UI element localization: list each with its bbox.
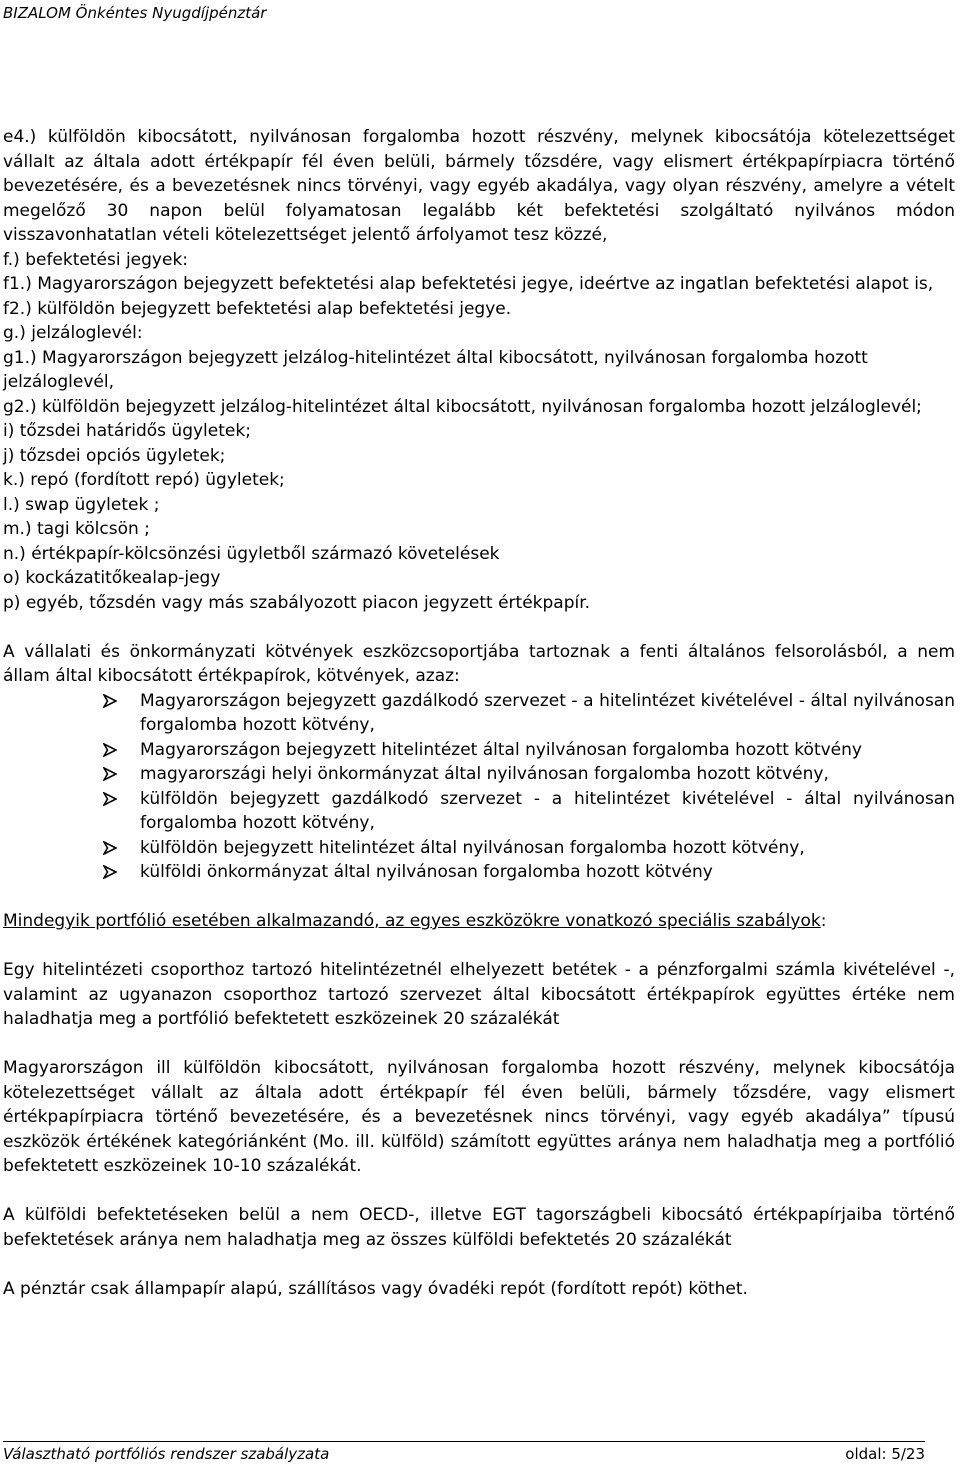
document-footer xyxy=(3,1441,925,1463)
footer-page-number: oldal: 5/23 xyxy=(845,1445,925,1463)
bullet-text: külföldi önkormányzat által nyilvánosan forgalomba hozott kötvény xyxy=(140,862,713,882)
bullet-text: Magyarországon bejegyzett gazdálkodó szervezet - a hitelintézet kivételével - által nyilvánosan forgalomba hozott kötvény, xyxy=(140,690,955,735)
document-header-title: BIZALOM Önkéntes Nyugdíjpénztár xyxy=(3,4,267,22)
rule-paragraph-foreign: A külföldi befektetéseken belül a nem OECD-, illetve EGT tagországbeli kibocsátó értékpapírjaiba történő befektetések aránya nem haladhatja meg az összes külföldi befektetés 20 százalékát xyxy=(3,1205,955,1250)
bullet-text: magyarországi helyi önkormányzat által nyilvánosan forgalomba hozott kötvény, xyxy=(140,764,829,784)
bullet-item xyxy=(3,836,955,861)
list-item-j: j) tőzsdei opciós ügyletek; xyxy=(3,445,226,466)
paragraph-spacer xyxy=(3,1252,955,1277)
rule-paragraph-deposits: Egy hitelintézeti csoporthoz tartozó hitelintézetnél elhelyezett betétek - a pénzforgalmi számla kivételével -, valamint az ugyanazon csoporthoz tartozó szervezet által kibocsátott értékpapírok együttes értéke nem haladhatja meg a portfólió befektetett eszközeinek 20 százalékát xyxy=(3,960,955,1029)
bullet-item xyxy=(3,762,955,787)
bond-intro-paragraph: A vállalati és önkormányzati kötvények eszközcsoportjába tartoznak a fenti általános felsorolásból, a nem állam által kibocsátott értékpapírok, kötvények, azaz: xyxy=(3,641,955,686)
list-item-g: g.) jelzáloglevél: xyxy=(3,323,143,343)
arrowhead-bullet-icon xyxy=(103,743,117,757)
section-heading-colon: : xyxy=(820,911,827,931)
list-item-o: o) kockázatitőkealap-jegy xyxy=(3,568,221,588)
bullet-text: külföldön bejegyzett gazdálkodó szervezet - a hitelintézet kivételével - által nyilvánosan forgalomba hozott kötvény, xyxy=(140,788,955,833)
document-body xyxy=(3,125,955,1301)
list-item-k: k.) repó (fordított repó) ügyletek; xyxy=(3,470,285,490)
list-item-f: f.) befektetési jegyek: xyxy=(3,249,189,270)
rule-paragraph-shares: Magyarországon ill külföldön kibocsátott, nyilvánosan forgalomba hozott részvény, melynek kibocsátója kötelezettséget vállalt az általa adott értékpapír fél éven belüli, bármely tőzsdére, vagy elismert értékpapírpiacra történő bevezetésére, és a bevezetésnek nincs törvényi, vagy egyéb akadálya” típusú eszközök értékének kategóriánként (Mo. ill. külföld) számított együttes aránya nem haladhatja meg a portfólió befektetett eszközeinek 10-10 százalékát. xyxy=(3,1058,955,1176)
bullet-text: külföldön bejegyzett hitelintézet által nyilvánosan forgalomba hozott kötvény, xyxy=(140,837,805,858)
arrowhead-bullet-icon xyxy=(103,865,117,879)
arrowhead-bullet-icon xyxy=(103,767,117,781)
arrowhead-bullet-icon xyxy=(103,694,117,708)
bullet-item xyxy=(3,689,955,738)
list-item-n: n.) értékpapír-kölcsönzési ügyletből származó követelések xyxy=(3,543,500,564)
paragraph-spacer xyxy=(3,615,955,640)
rule-paragraph-repo: A pénztár csak állampapír alapú, szállításos vagy óvadéki repót (fordított repót) köthet. xyxy=(3,1278,748,1299)
list-item-l: l.) swap ügyletek ; xyxy=(3,494,160,515)
bullet-item xyxy=(3,860,955,885)
paragraph-spacer xyxy=(3,885,955,910)
footer-document-title: Választható portfóliós rendszer szabályzata xyxy=(3,1445,330,1463)
bullet-item xyxy=(3,787,955,836)
list-item-g2: g2.) külföldön bejegyzett jelzálog-hitelintézet által kibocsátott, nyilvánosan forgalomba hozott jelzáloglevél; xyxy=(3,396,922,417)
bullet-item xyxy=(3,738,955,763)
section-heading-text: Mindegyik portfólió esetében alkalmazandó, az egyes eszközökre vonatkozó speciális szabályok xyxy=(3,911,821,931)
list-item-m: m.) tagi kölcsön ; xyxy=(3,519,150,539)
section-heading xyxy=(3,909,955,934)
bullet-text: Magyarországon bejegyzett hitelintézet által nyilvánosan forgalomba hozott kötvény xyxy=(140,739,862,760)
bond-bullet-list xyxy=(3,689,955,885)
list-item-p: p) egyéb, tőzsdén vagy más szabályozott piacon jegyzett értékpapír. xyxy=(3,592,591,613)
list-item-i: i) tőzsdei határidős ügyletek; xyxy=(3,421,251,441)
list-item-e4: e4.) külföldön kibocsátott, nyilvánosan forgalomba hozott részvény, melynek kibocsátója kötelezettséget vállalt az általa adott értékpapír fél éven belüli, bármely tőzsdére, vagy elismert értékpapírpiacra történő bevezetésére, és a bevezetésnek nincs törvényi, vagy egyéb akadálya, vagy olyan részvény, amelyre a vételt megelőző 30 napon belül folyamatosan legalább két befektetési szolgáltató nyilvános módon visszavonhatatlan vételi kötelezettséget jelentő árfolyamot tesz közzé, xyxy=(3,127,955,245)
paragraph-spacer xyxy=(3,1032,955,1057)
paragraph-spacer xyxy=(3,934,955,959)
list-item-f1: f1.) Magyarországon bejegyzett befektetési alap befektetési jegye, ideértve az ingatlan befektetési alapot is, xyxy=(3,274,934,294)
arrowhead-bullet-icon xyxy=(103,841,117,855)
list-item-g1: g1.) Magyarországon bejegyzett jelzálog-hitelintézet által kibocsátott, nyilvánosan forgalomba hozott jelzáloglevél, xyxy=(3,347,868,392)
paragraph-spacer xyxy=(3,1179,955,1204)
list-item-f2: f2.) külföldön bejegyzett befektetési alap befektetési jegye. xyxy=(3,298,512,319)
arrowhead-bullet-icon xyxy=(103,792,117,806)
